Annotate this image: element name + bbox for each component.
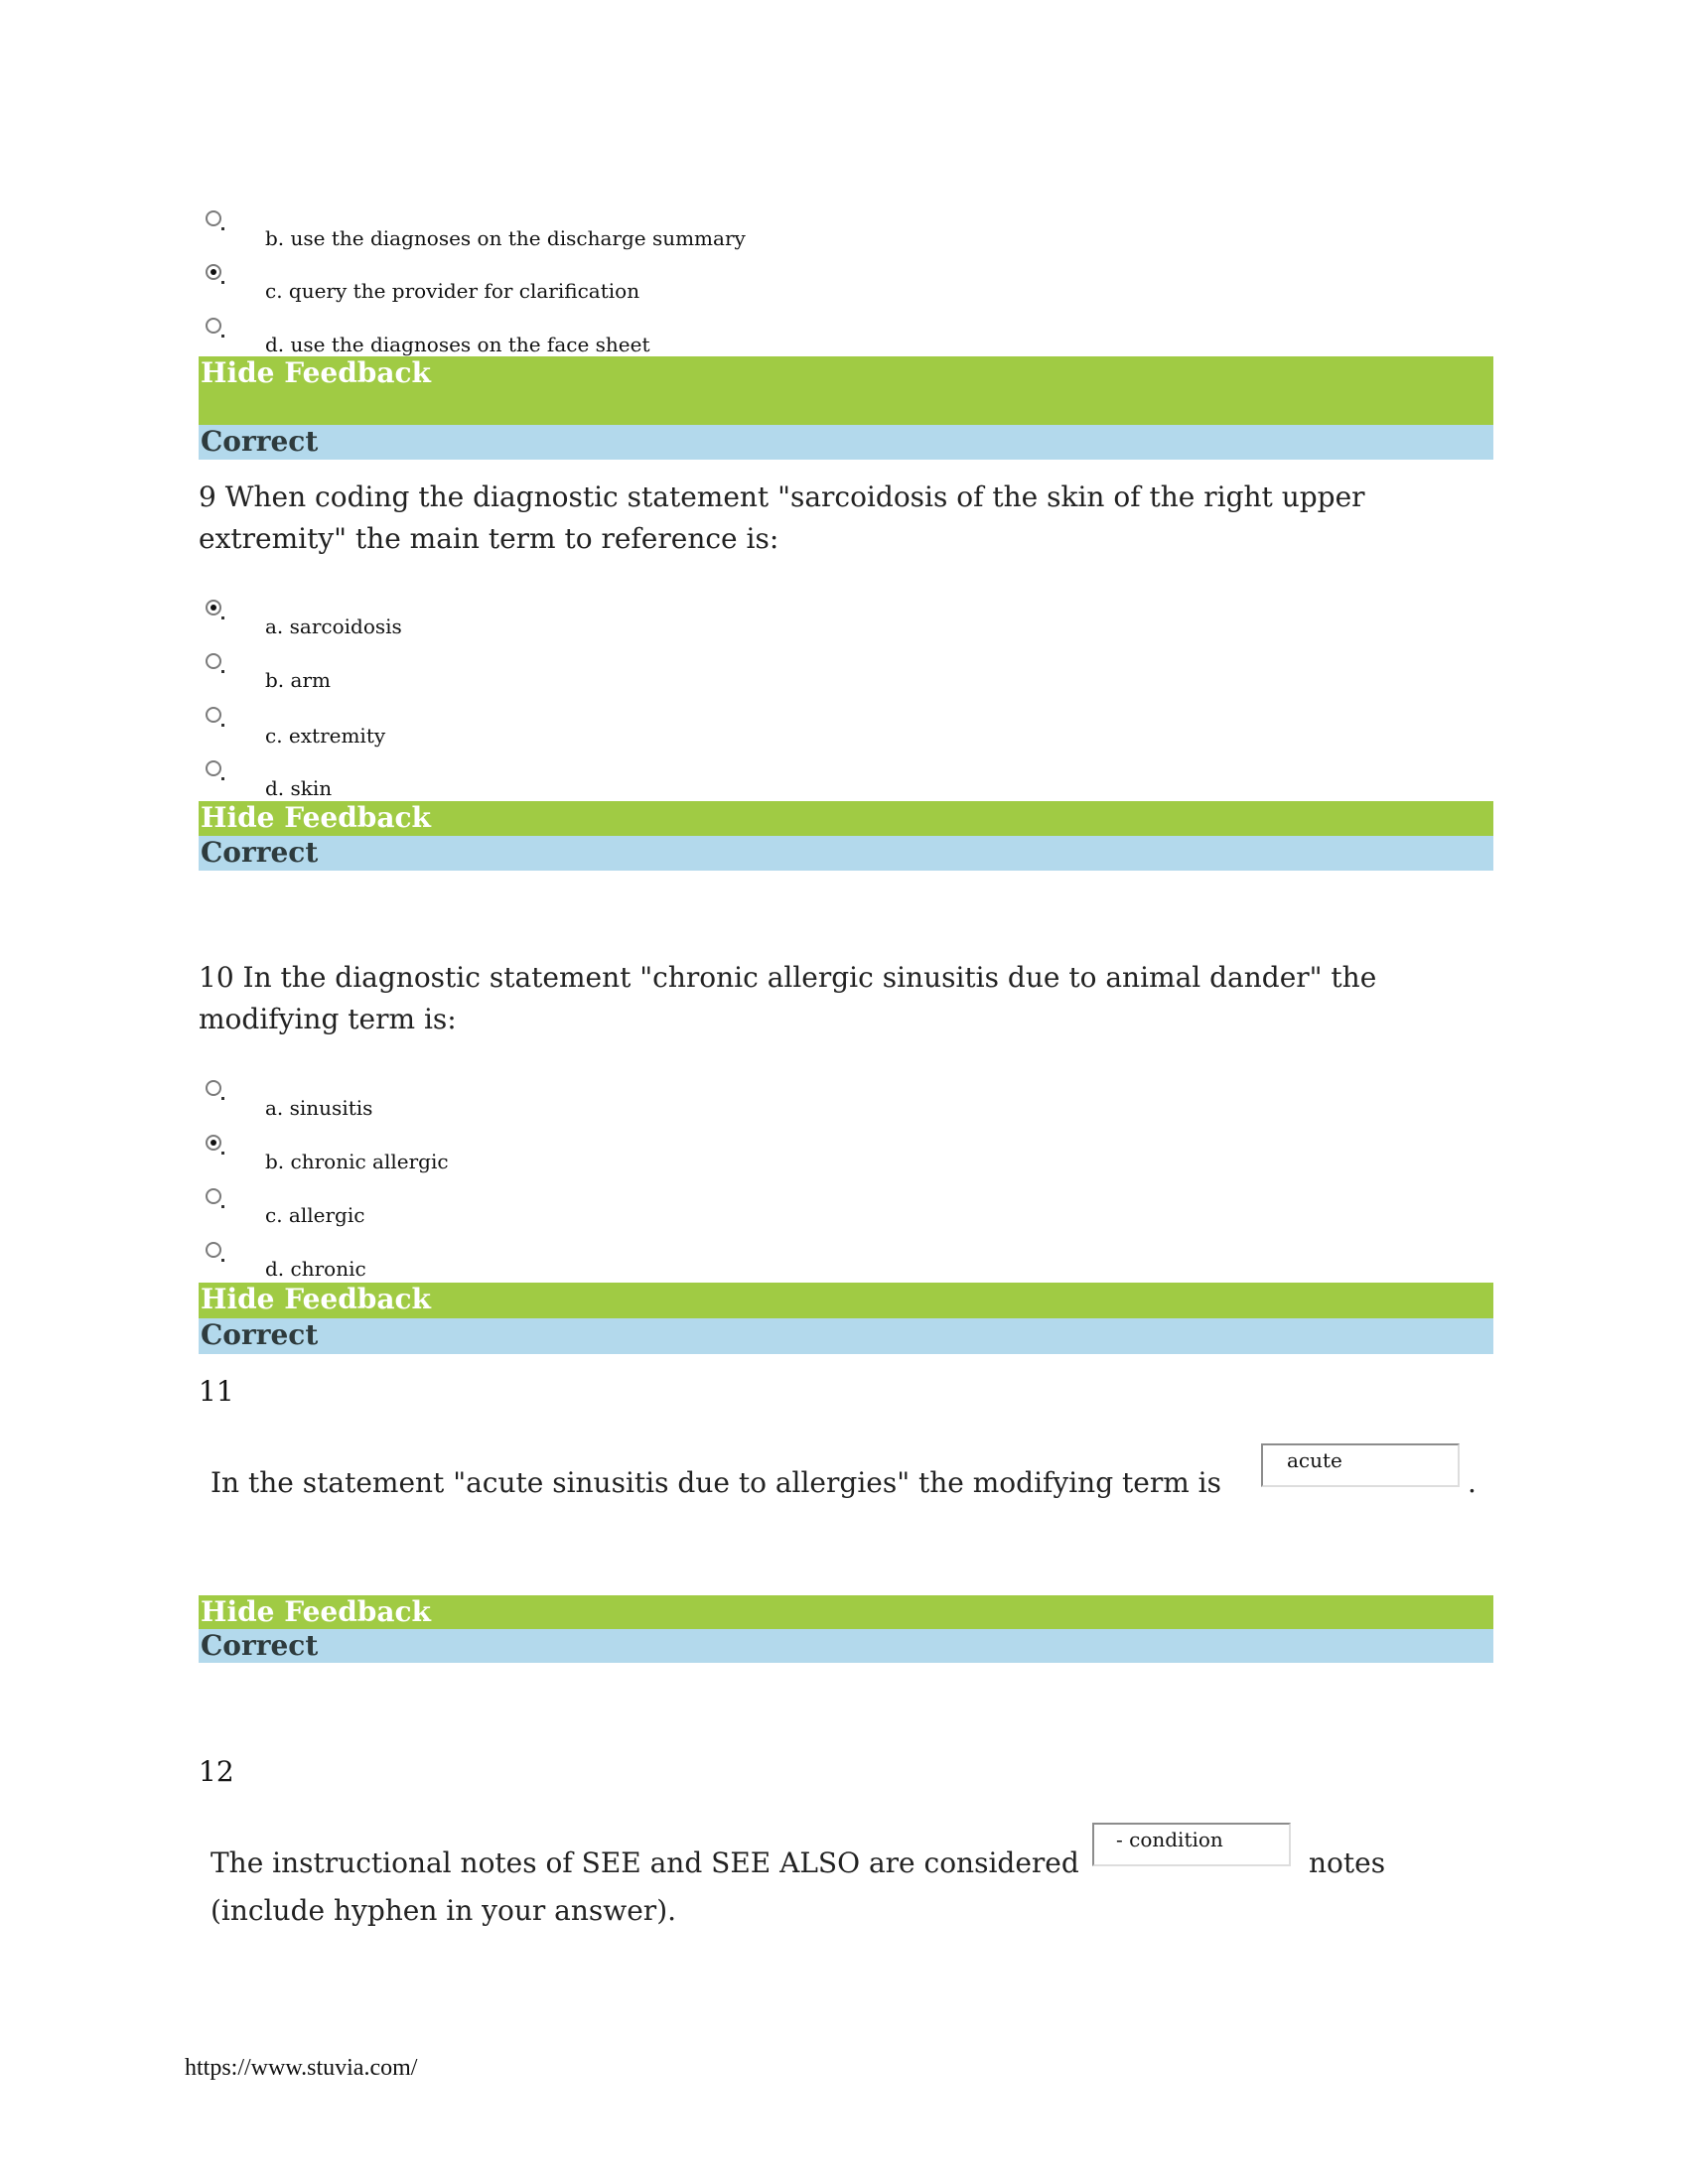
q8-result-bar: Correct	[199, 425, 1493, 460]
q10-question	[199, 957, 1489, 1040]
q12-number: 12	[199, 1755, 234, 1788]
q8-option-d-radio[interactable]	[206, 318, 221, 334]
q11-answer-input[interactable]: acute	[1261, 1443, 1460, 1487]
q9-option-c-radio[interactable]	[206, 707, 221, 723]
q8-option-c-radio[interactable]	[206, 264, 221, 280]
q8-option-b-radio[interactable]	[206, 210, 221, 226]
q10-option-d-radio[interactable]	[206, 1242, 221, 1258]
q12-text-after: notes	[1309, 1846, 1386, 1879]
q12-text-before: The instructional notes of SEE and SEE ALSO are considered	[211, 1846, 1079, 1879]
q9-option-c-label: c. extremity	[265, 724, 386, 748]
q10-option-c-radio[interactable]	[206, 1188, 221, 1204]
q10-option-b-label: b. chronic allergic	[265, 1150, 449, 1173]
q9-option-a-label: a. sarcoidosis	[265, 614, 402, 638]
q9-number: 9	[199, 480, 216, 513]
q12-answer-input[interactable]: - condition	[1092, 1823, 1291, 1866]
q11-text-after: .	[1468, 1466, 1477, 1499]
q9-result-bar: Correct	[199, 836, 1493, 871]
q11-number: 11	[199, 1375, 234, 1408]
q9-option-b-radio[interactable]	[206, 653, 221, 669]
q10-result-bar: Correct	[199, 1318, 1493, 1354]
q10-option-a-radio[interactable]	[206, 1080, 221, 1096]
q8-option-d-label: d. use the diagnoses on the face sheet	[265, 333, 650, 356]
q12-text-line2: (include hyphen in your answer).	[211, 1894, 677, 1927]
q10-number: 10	[199, 961, 234, 994]
q8-option-b-label: b. use the diagnoses on the discharge summary	[265, 226, 746, 250]
q10-option-a-label: a. sinusitis	[265, 1096, 373, 1120]
q9-option-d-label: d. skin	[265, 776, 333, 800]
q10-option-c-label: c. allergic	[265, 1203, 365, 1227]
q8-hide-feedback-bar[interactable]: Hide Feedback	[199, 356, 1493, 425]
q11-result-bar: Correct	[199, 1629, 1493, 1663]
q11-hide-feedback-bar[interactable]: Hide Feedback	[199, 1595, 1493, 1629]
q10-hide-feedback-bar[interactable]: Hide Feedback	[199, 1283, 1493, 1318]
q10-text: In the diagnostic statement "chronic allergic sinusitis due to animal dander" the modifying term is:	[199, 961, 1377, 1035]
q8-option-c-label: c. query the provider for clarification	[265, 279, 640, 303]
q9-option-b-label: b. arm	[265, 668, 331, 692]
q10-option-b-radio[interactable]	[206, 1135, 221, 1151]
q9-hide-feedback-bar[interactable]: Hide Feedback	[199, 801, 1493, 836]
q9-question	[199, 477, 1489, 560]
q11-text-before: In the statement "acute sinusitis due to allergies" the modifying term is	[211, 1466, 1222, 1499]
footer-url[interactable]: https://www.stuvia.com/	[185, 2055, 418, 2081]
q10-option-d-label: d. chronic	[265, 1257, 366, 1281]
q9-option-a-radio[interactable]	[206, 600, 221, 615]
q9-text: When coding the diagnostic statement "sarcoidosis of the skin of the right upper extremity" the main term to reference is:	[199, 480, 1365, 555]
q9-option-d-radio[interactable]	[206, 760, 221, 776]
